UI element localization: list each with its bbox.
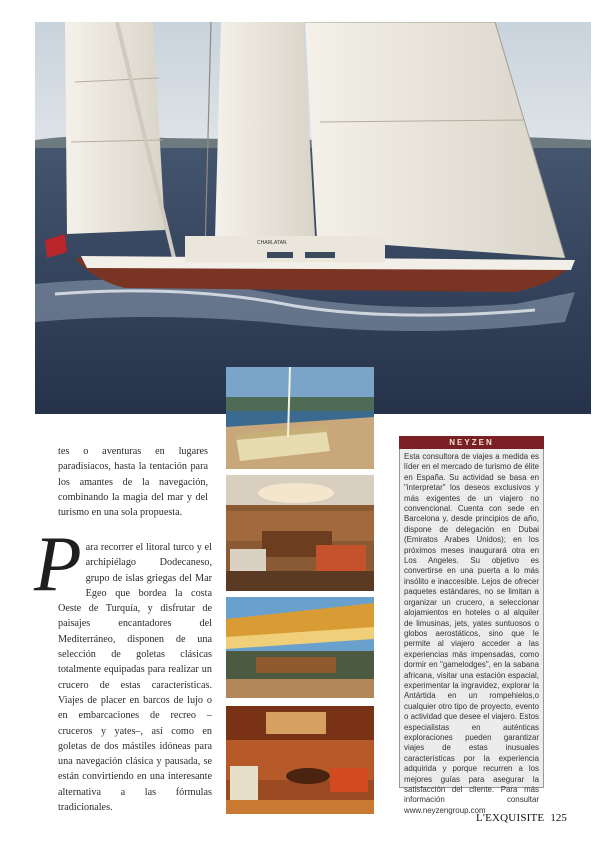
magazine-brand: L'EXQUISITE [476, 812, 545, 824]
main-paragraph-text: ara recorrer el litoral turco y el archipiélago Dodecaneso, grupo de islas griegas del Mar Egeo que bordea la costa Oeste de Turquía, y disfrutar de paisajes encantadores del Mediterráneo, disponen de una selección de goletas clásicas totalmente equipadas para realizar un crucero de estas características. Viajes de placer en barcos de lujo o en embarcaciones de recreo –cruceros y yates–, así como en goletas de dos mástiles idóneas para una navegación clásica y pausada, se están convirtiendo en una interesante alternativa a las fórmulas tradicionales. [58, 542, 212, 814]
canopy-deck-photo [226, 597, 374, 698]
intro-paragraph: tes o aventuras en lugares paradisíacos, hasta la tentación para los amantes de la navegación, combinando la magia del mar y del turismo en una sola propuesta. [58, 446, 208, 519]
deck-photo [226, 367, 374, 469]
neyzen-sidebar [399, 436, 544, 815]
page-footer [476, 812, 567, 824]
lounge-photo [226, 706, 374, 814]
sidebar-title: NEYZEN [399, 436, 544, 449]
salon-photo [226, 475, 374, 591]
sidebar-text: Esta consultora de viajes a medida es líder en el mercado de turismo de élite en España. Su actividad se basa en "interpretar" los deseos exclusivos y más exigentes de un viajero no convencional. Cuenta con sede en Barcelona y, desde principios de año, dispone de delegación en Dubai (Emiratos Arabes Unidos); en los próximos meses inaugurará otra en Los Angeles. Su objetivo es convertirse en una puerta a lo más insólito e inaccesible. Lejos de ofrecer paquetes estándares, no se limitan a organizar un crucero, a seleccionar alojamientos en hoteles o al alquiler de limusinas, jets, yates suntuosos o globos aerostáticos, sino que le permite al viajero acceder a las experiencias más impensadas, como dormir en "gamelodges", en la sabana africana, visitar una estación espacial, experimentar la ingravidez, explorar la Antártida en un rompehielos,o cualquier otro tipo de proyecto, evento o actividad que desee el viajero. Estos especialistas en auténticas exploraciones pueden garantizar viajes de estas inusuales características por la experiencia adquirida y porque recurren a los mejores guías para asegurar la satisfacción del cliente. Para más información consultar www.neyzengroup.com [399, 449, 544, 788]
hero-yacht-photo [35, 22, 591, 414]
drop-cap: P [34, 520, 82, 607]
boat-name-label: CHARLATAN [257, 240, 287, 246]
main-paragraph [34, 520, 212, 815]
page-number: 125 [550, 812, 567, 824]
